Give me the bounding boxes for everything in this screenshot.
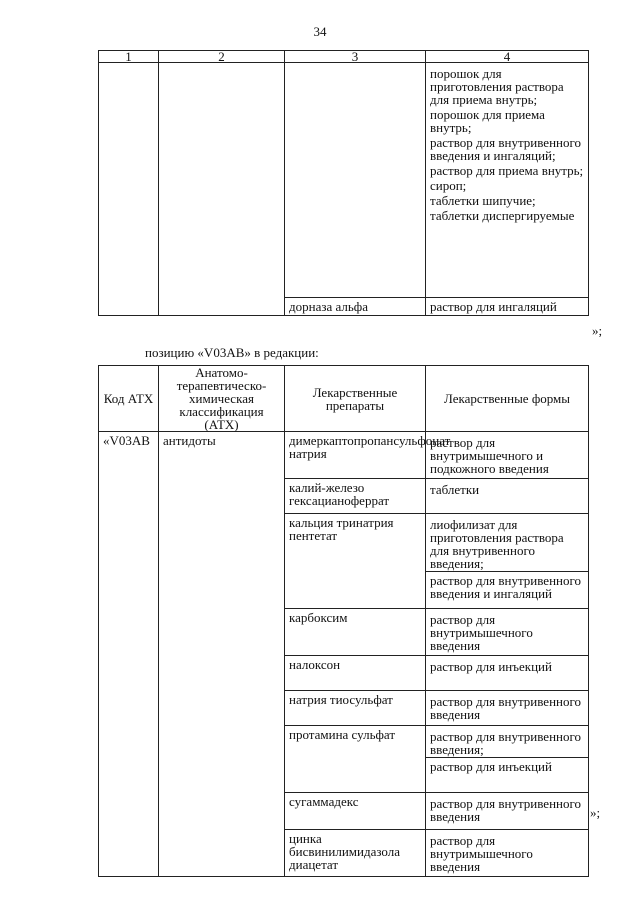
form-entry: порошок для приготовления раствора для приема внутрь; — [430, 66, 564, 107]
drug-name: натрия тиосульфат — [285, 691, 426, 726]
form-entry: раствор для внутримышечного и подкожного введения — [430, 435, 549, 476]
drug-forms-cell — [426, 514, 589, 609]
drug-name: дорназа альфа — [285, 298, 426, 316]
drug-forms-cell — [426, 726, 589, 793]
empty-drug-cell — [285, 63, 426, 298]
drug-name: димеркаптопропансульфонат натрия — [285, 432, 426, 479]
atx-class: антидоты — [159, 432, 285, 877]
page-number: 34 — [313, 24, 327, 39]
header-code: Код АТХ — [99, 366, 159, 432]
col-header-4: 4 — [426, 51, 589, 63]
drug-forms-cell — [426, 432, 589, 479]
form-divider — [426, 571, 588, 572]
drug-forms-cell — [426, 479, 589, 514]
form-entry: сироп; — [430, 178, 467, 193]
form-entry: раствор для инъекций — [430, 659, 552, 674]
atx-code: «V03AB — [99, 432, 159, 877]
col-header-3: 3 — [285, 51, 426, 63]
drug-name: цинка бисвинилимидазола диацетат — [285, 830, 426, 877]
form-entry: раствор для внутримышечного введения — [430, 833, 533, 874]
form-entry: таблетки шипучие; — [430, 193, 536, 208]
form-entry: раствор для внутримышечного введения — [430, 612, 533, 653]
form-entry: раствор для внутривенного введения — [430, 796, 581, 824]
form-entry: раствор для внутривенного введения — [430, 694, 581, 722]
closing-quote: »; — [592, 323, 603, 338]
form-entry: таблетки — [430, 482, 480, 497]
drug-name: карбоксим — [285, 609, 426, 656]
antidotes-table — [98, 365, 588, 877]
empty-code-cell — [99, 63, 159, 316]
empty-class-cell — [159, 63, 285, 316]
form-entry: раствор для внутривенного введения и ингаляций — [430, 573, 581, 601]
form-entry: лиофилизат для приготовления раствора для внутривенного введения; — [430, 517, 564, 571]
header-class: Анатомо-терапевтическо-химическая классификация (АТХ) — [159, 366, 285, 432]
drug-name: кальция тринатрия пентетат — [285, 514, 426, 609]
form-entry: раствор для инъекций — [430, 759, 552, 774]
form-entry: таблетки диспергируемые — [430, 208, 575, 223]
cont-forms-cell — [426, 63, 589, 298]
drug-name: сугаммадекс — [285, 793, 426, 830]
header-forms: Лекарственные формы — [426, 366, 589, 432]
drug-name: калий-железо гексацианоферрат — [285, 479, 426, 514]
continuation-table — [98, 50, 588, 316]
form-entry: раствор для внутривенного введения; — [430, 729, 581, 757]
form-entry: раствор для приема внутрь; — [430, 163, 584, 178]
header-drugs: Лекарственные препараты — [285, 366, 426, 432]
drug-form: раствор для ингаляций — [426, 298, 589, 316]
intro-text: позицию «V03AB» в редакции: — [145, 345, 319, 360]
form-divider — [426, 757, 588, 758]
drug-name: протамина сульфат — [285, 726, 426, 793]
col-header-2: 2 — [159, 51, 285, 63]
form-entry: порошок для приема внутрь; — [430, 107, 545, 135]
drug-forms-cell — [426, 830, 589, 877]
col-header-1: 1 — [99, 51, 159, 63]
drug-forms-cell — [426, 691, 589, 726]
drug-forms-cell — [426, 656, 589, 691]
drug-forms-cell — [426, 609, 589, 656]
drug-forms-cell — [426, 793, 589, 830]
closing-quote-2: »; — [590, 805, 601, 820]
drug-name: налоксон — [285, 656, 426, 691]
form-entry: раствор для внутривенного введения и ингаляций; — [430, 135, 581, 163]
